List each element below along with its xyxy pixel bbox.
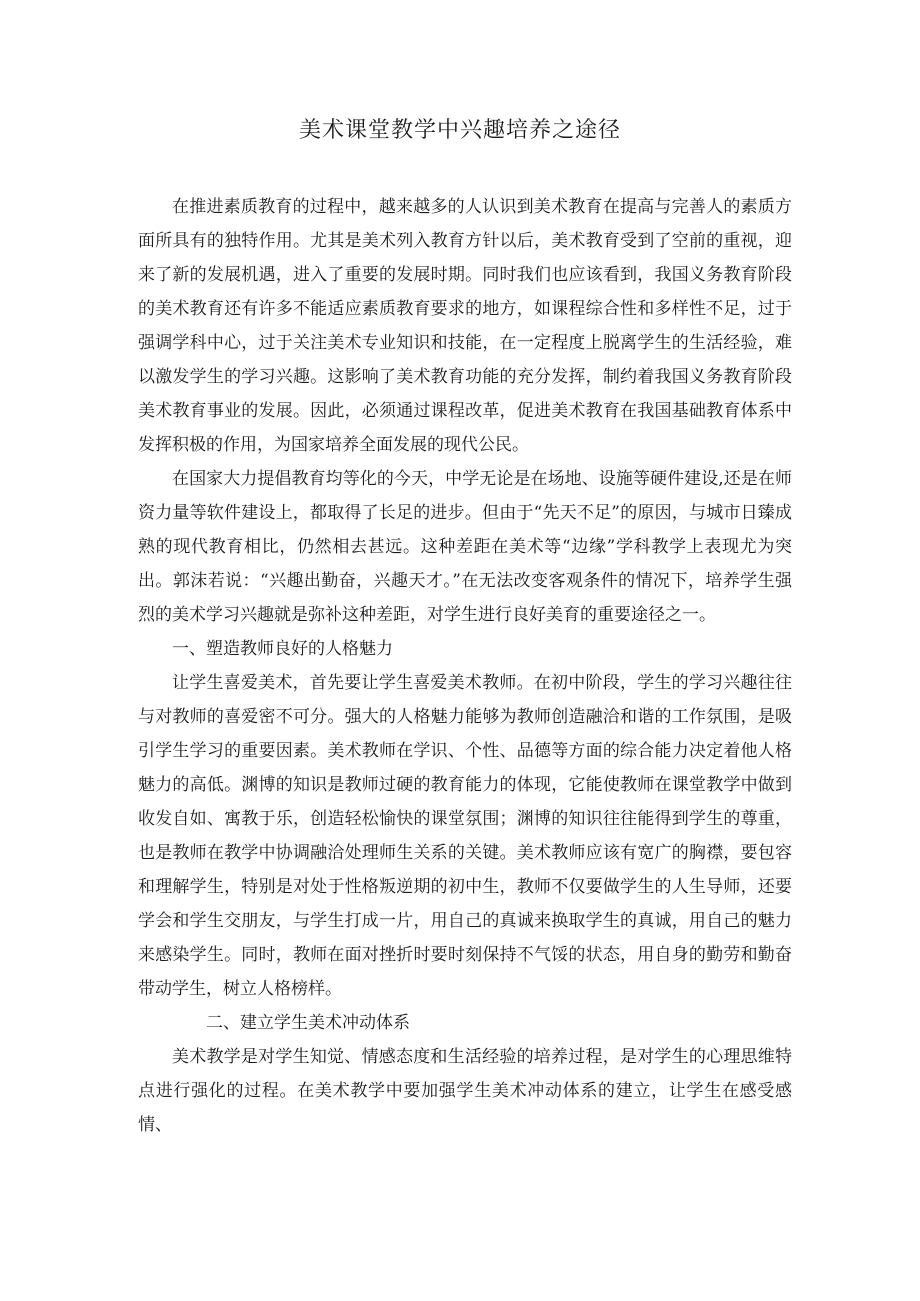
paragraph-background: 在国家大力提倡教育均等化的今天，中学无论是在场地、设施等硬件建设,还是在师资力量等软件建设上，都取得了长足的进步。但由于“先天不足”的原因，与城市日臻成熟的现代教育相比，仍然相去甚远。这种差距在美术等“边缘”学科教学上表现尤为突出。郭沫若说：“兴趣出勤奋，兴趣天才。”在无法改变客观条件的情况下，培养学生强烈的美术学习兴趣就是弥补这种差距，对学生进行良好美育的重要途径之一。 xyxy=(138,469,792,625)
paragraph-intro: 在推进素质教育的过程中，越来越多的人认识到美术教育在提高与完善人的素质方面所具有的独特作用。尤其是美术列入教育方针以后，美术教育受到了空前的重视，迎来了新的发展机遇，进入了重要的发展时期。同时我们也应该看到，我国义务教育阶段的美术教育还有许多不能适应素质教育要求的地方，如课程综合性和多样性不足，过于强调学科中心，过于关注美术专业知识和技能，在一定程度上脱离学生的生活经验，难以激发学生的学习兴趣。这影响了美术教育功能的充分发挥，制约着我国义务教育阶段美术教育事业的发展。因此，必须通过课程改革，促进美术教育在我国基础教育体系中发挥积极的作用，为国家培养全面发展的现代公民。 xyxy=(138,197,792,455)
section-body-1: 让学生喜爱美术，首先要让学生喜爱美术教师。在初中阶段，学生的学习兴趣往往与对教师的喜爱密不可分。强大的人格魅力能够为教师创造融洽和谐的工作氛围，是吸引学生学习的重要因素。美术教师在学识、个性、品德等方面的综合能力决定着他人格魅力的高低。渊博的知识是教师过硬的教育能力的体现，它能使教师在课堂教学中做到收发自如、寓教于乐，创造轻松愉快的课堂氛围；渊博的知识往往能得到学生的尊重，也是教师在教学中协调融洽处理师生关系的关键。美术教师应该有宽广的胸襟，要包容和理解学生，特别是对处于性格叛逆期的初中生，教师不仅要做学生的人生导师，还要学会和学生交朋友，与学生打成一片，用自己的真诚来换取学生的真诚，用自己的魅力来感染学生。同时，教师在面对挫折时要时刻保持不气馁的状态，用自身的勤劳和勤奋带动学生，树立人格榜样。 xyxy=(138,673,792,999)
section-heading-1: 一、塑造教师良好的人格魅力 xyxy=(172,639,393,659)
document-title: 美术课堂教学中兴趣培养之途径 xyxy=(298,118,621,143)
section-heading-2: 二、建立学生美术冲动体系 xyxy=(206,1013,410,1033)
document-body xyxy=(138,190,792,1142)
section-body-2: 美术教学是对学生知觉、情感态度和生活经验的培养过程，是对学生的心理思维特点进行强化的过程。在美术教学中要加强学生美术冲动体系的建立，让学生在感受感情、 xyxy=(138,1047,792,1135)
